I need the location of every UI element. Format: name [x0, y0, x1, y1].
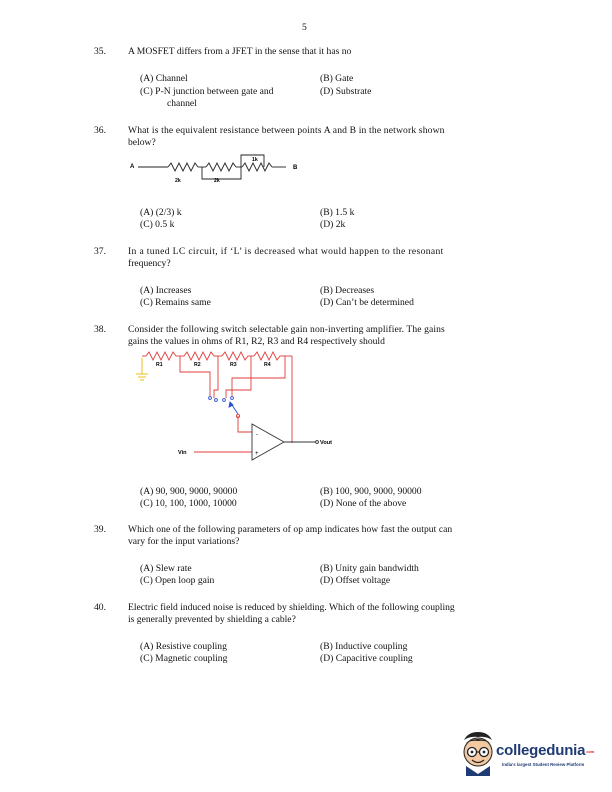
resistor-r1 — [146, 352, 176, 360]
ground-symbol — [136, 358, 148, 380]
question-37-number: 37. — [94, 246, 106, 257]
resistor-r2 — [184, 352, 214, 360]
question-40-option-d: (D) Capacitive coupling — [320, 653, 413, 664]
question-37-text-line1: In a tuned LC circuit, if ‘L’ is decreased what would happen to the resonant — [128, 246, 444, 257]
question-38-option-c: (C) 10, 100, 1000, 10000 — [140, 498, 237, 509]
question-37-text-line2: frequency? — [128, 258, 171, 269]
label-r3-1k: 1k — [252, 157, 258, 163]
question-40-text-line2: is generally prevented by shielding a cable? — [128, 614, 296, 625]
question-38-option-d: (D) None of the above — [320, 498, 407, 509]
label-vout: Vout — [320, 440, 333, 446]
logo-name: collegedunia — [496, 742, 586, 759]
tap-wire-2 — [214, 356, 218, 398]
mascot-icon — [458, 730, 498, 776]
resistor-2k-left — [168, 163, 198, 171]
question-40-option-a: (A) Resistive coupling — [140, 641, 227, 652]
question-35-option-c: (C) P-N junction between gate and — [140, 86, 274, 97]
question-35-option-d: (D) Substrate — [320, 86, 372, 97]
question-39-option-a: (A) Slew rate — [140, 563, 192, 574]
question-36-option-c: (C) 0.5 k — [140, 219, 175, 230]
label-r4: R4 — [264, 362, 271, 368]
question-36-text-line1: What is the equivalent resistance between points A and B in the network shown — [128, 125, 445, 136]
question-36-option-a: (A) (2/3) k — [140, 207, 182, 218]
question-39-option-d: (D) Offset voltage — [320, 575, 391, 586]
label-plus: + — [255, 451, 259, 457]
label-vin: Vin — [178, 450, 187, 456]
label-r1-2k: 2k — [175, 178, 181, 184]
circuit-label-b: B — [293, 165, 298, 171]
question-38-circuit — [130, 346, 350, 466]
question-40-option-c: (C) Magnetic coupling — [140, 653, 228, 664]
question-35-text: A MOSFET differs from a JFET in the sense that it has no — [128, 46, 352, 57]
logo-tagline: India's largest Student Review Platform — [502, 762, 585, 767]
question-37-option-b: (B) Decreases — [320, 285, 375, 296]
label-r2: R2 — [194, 362, 201, 368]
question-38-text-line2: gains the values in ohms of R1, R2, R3 and R4 respectively should — [128, 336, 385, 347]
question-36-option-b: (B) 1.5 k — [320, 207, 355, 218]
question-35-number: 35. — [94, 46, 106, 57]
question-38-option-b: (B) 100, 900, 9000, 90000 — [320, 486, 422, 497]
resistor-r4 — [254, 352, 280, 360]
question-36-number: 36. — [94, 125, 106, 136]
page-number: 5 — [302, 22, 307, 33]
question-37-option-c: (C) Remains same — [140, 297, 211, 308]
question-35-option-c-cont: channel — [167, 98, 197, 109]
label-r1: R1 — [156, 362, 163, 368]
question-40-text-line1: Electric field induced noise is reduced by shielding. Which of the following coupling — [128, 602, 455, 613]
selector-switch — [209, 397, 238, 414]
question-35-option-a: (A) Channel — [140, 73, 188, 84]
switch-to-minus-wire — [238, 416, 252, 432]
question-36-text-line2: below? — [128, 137, 156, 148]
logo-wordmark — [496, 742, 594, 759]
label-r3: R3 — [230, 362, 237, 368]
question-36-option-d: (D) 2k — [320, 219, 346, 230]
label-r2-2k: 2k — [214, 178, 220, 184]
question-40-option-b: (B) Inductive coupling — [320, 641, 408, 652]
collegedunia-logo — [458, 730, 608, 780]
question-36-circuit — [120, 148, 320, 198]
question-39-option-b: (B) Unity gain bandwidth — [320, 563, 419, 574]
label-minus: - — [256, 432, 258, 438]
question-37-option-d: (D) Can’t be determined — [320, 297, 414, 308]
question-39-option-c: (C) Open loop gain — [140, 575, 215, 586]
question-35-option-b: (B) Gate — [320, 73, 354, 84]
resistor-2k-right — [206, 163, 236, 171]
question-38-number: 38. — [94, 324, 106, 335]
resistor-r3 — [222, 352, 248, 360]
question-39-text-line2: vary for the input variations? — [128, 536, 240, 547]
resistor-1k — [242, 163, 272, 171]
question-38-text-line1: Consider the following switch selectable gain non-inverting amplifier. The gains — [128, 324, 445, 335]
logo-suffix: com — [586, 748, 594, 754]
question-37-option-a: (A) Increases — [140, 285, 192, 296]
circuit-label-a: A — [130, 164, 135, 170]
question-39-text-line1: Which one of the following parameters of op amp indicates how fast the output can — [128, 524, 453, 535]
question-40-number: 40. — [94, 602, 106, 613]
question-39-number: 39. — [94, 524, 106, 535]
question-38-option-a: (A) 90, 900, 9000, 90000 — [140, 486, 238, 497]
